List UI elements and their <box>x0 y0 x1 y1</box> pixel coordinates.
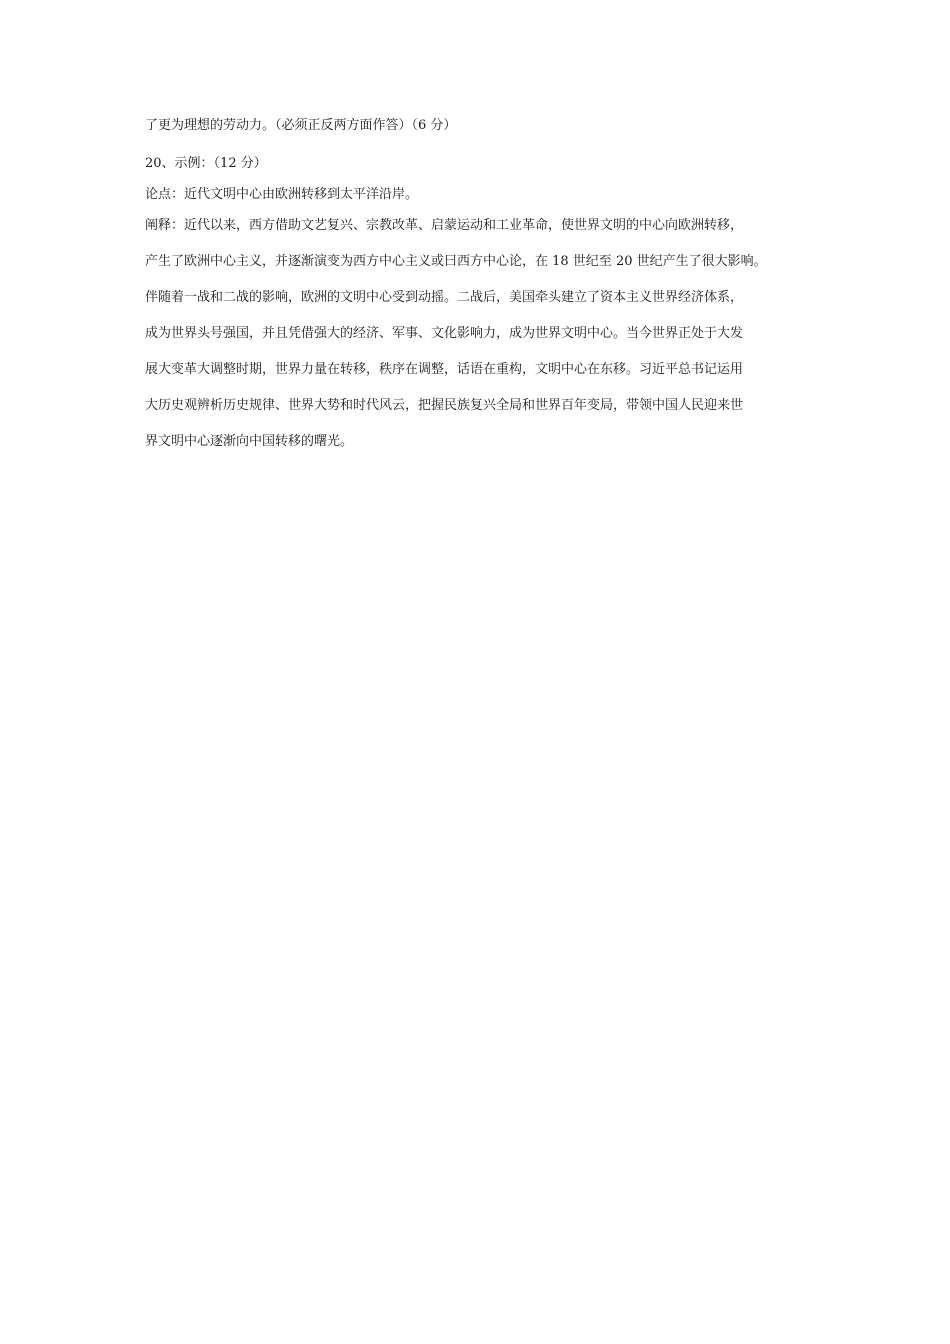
answer-content <box>145 116 825 451</box>
explanation-line: 界文明中心逐渐向中国转移的曙光。 <box>145 434 354 449</box>
explanation-line: 伴随着一战和二战的影响，欧洲的文明中心受到动摇。二战后，美国牵头建立了资本主义世界经济体系， <box>145 290 744 305</box>
explanation-line: 阐释：近代以来，西方借助文艺复兴、宗教改革、启蒙运动和工业革命，使世界文明的中心向欧洲转移， <box>145 218 744 233</box>
explanation-line: 成为世界头号强国，并且凭借强大的经济、军事、文化影响力，成为世界文明中心。当今世界正处于大发 <box>145 326 744 341</box>
explanation-line: 产生了欧洲中心主义，并逐渐演变为西方中心主义或曰西方中心论，在 18 世纪至 20 世纪产生了很大影响。 <box>145 254 767 269</box>
explanation-line: 大历史观辨析历史规律、世界大势和时代风云，把握民族复兴全局和世界百年变局，带领中国人民迎来世 <box>145 398 744 413</box>
question-20-heading: 20、示例：（12 分） <box>145 156 267 171</box>
answer-line-continuation: 了更为理想的劳动力。（必须正反两方面作答）（6 分） <box>145 118 457 133</box>
explanation-paragraph <box>145 216 825 451</box>
thesis-line: 论点：近代文明中心由欧洲转移到太平洋沿岸。 <box>145 187 419 202</box>
explanation-line: 展大变革大调整时期，世界力量在转移，秩序在调整，话语在重构，文明中心在东移。习近平总书记运用 <box>145 362 744 377</box>
